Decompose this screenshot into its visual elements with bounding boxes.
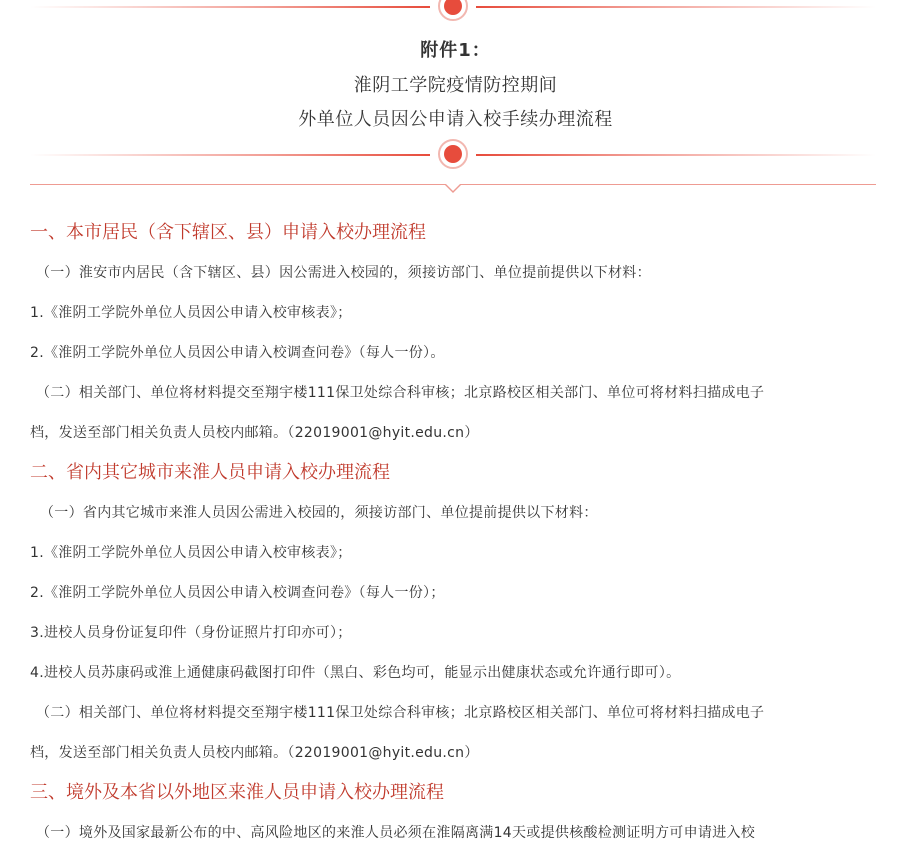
section-3-paragraph: （一）境外及国家最新公布的中、高风险地区的来淮人员必须在淮隔离满14天或提供核酸检测证明方可申请进入校 <box>36 825 756 841</box>
attachment-label: 附件1： <box>420 40 491 61</box>
red-dot-icon <box>438 139 468 169</box>
section-2-paragraph: 1.《淮阴工学院外单位人员因公申请入校审核表》； <box>30 545 352 561</box>
section-2-paragraph: 4.进校人员苏康码或淮上通健康码截图打印件（黑白、彩色均可，能显示出健康状态或允许通行即可）。 <box>30 665 681 681</box>
rule-line-left <box>30 154 430 156</box>
section-2-paragraph: 3.进校人员身份证复印件（身份证照片打印亦可）； <box>30 625 352 641</box>
title-line-2: 外单位人员因公申请入校手续办理流程 <box>298 109 613 130</box>
divider-notch-icon <box>444 184 462 193</box>
title-line-1: 淮阴工学院疫情防控期间 <box>353 75 558 96</box>
section-1-paragraph: （二）相关部门、单位将材料提交至翔宇楼111保卫处综合科审核；北京路校区相关部门、单位可将材料扫描成电子 <box>36 385 765 401</box>
section-2-paragraph: 档，发送至部门相关负责人员校内邮箱。（22019001@hyit.edu.cn） <box>30 745 479 761</box>
section-heading-2: 二、省内其它城市来淮人员申请入校办理流程 <box>30 462 390 483</box>
section-2-paragraph: （一）省内其它城市来淮人员因公需进入校园的，须接访部门、单位提前提供以下材料： <box>40 505 598 521</box>
middle-decorative-rule <box>30 138 876 172</box>
section-heading-1: 一、本市居民（含下辖区、县）申请入校办理流程 <box>30 222 426 243</box>
section-2-paragraph: （二）相关部门、单位将材料提交至翔宇楼111保卫处综合科审核；北京路校区相关部门、单位可将材料扫描成电子 <box>36 705 765 721</box>
section-heading-3: 三、境外及本省以外地区来淮人员申请入校办理流程 <box>30 782 444 803</box>
rule-line-right <box>476 154 876 156</box>
section-1-paragraph: （一）淮安市内居民（含下辖区、县）因公需进入校园的，须接访部门、单位提前提供以下材料： <box>36 265 651 281</box>
section-1-paragraph: 1.《淮阴工学院外单位人员因公申请入校审核表》； <box>30 305 352 321</box>
top-decorative-rule <box>30 0 876 24</box>
red-dot-icon <box>438 0 468 21</box>
section-2-paragraph: 2.《淮阴工学院外单位人员因公申请入校调查问卷》（每人一份）； <box>30 585 445 601</box>
rule-line-left <box>30 6 430 8</box>
section-1-paragraph: 档，发送至部门相关负责人员校内邮箱。（22019001@hyit.edu.cn） <box>30 425 479 441</box>
section-1-paragraph: 2.《淮阴工学院外单位人员因公申请入校调查问卷》（每人一份）。 <box>30 345 445 361</box>
rule-line-right <box>476 6 876 8</box>
